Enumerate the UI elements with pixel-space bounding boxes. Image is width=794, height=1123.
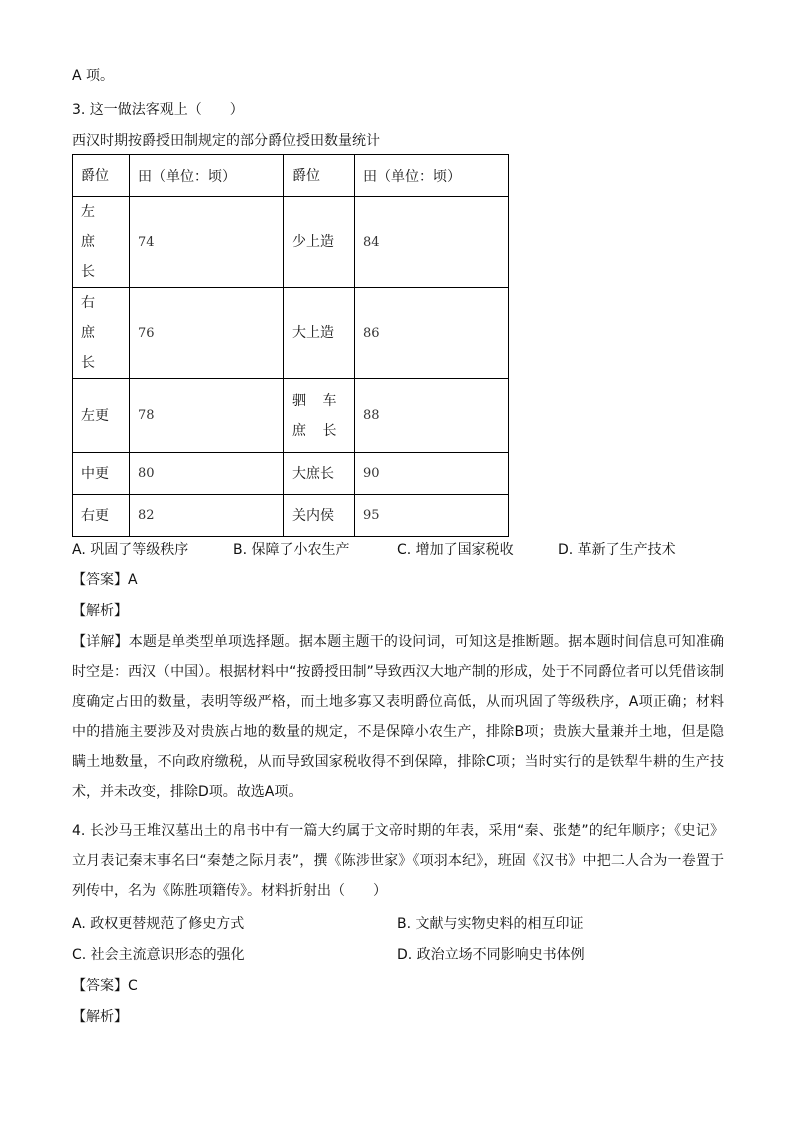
rank-cell: 右更 — [73, 495, 130, 537]
q4-option-a: A. 政权更替规范了修史方式 — [72, 916, 245, 932]
table-header-row — [73, 155, 509, 197]
table-row — [73, 453, 509, 495]
rank-cell: 左更 — [73, 379, 130, 453]
question-4-stem: 4. 长沙马王堆汉墓出土的帛书中有一篇大约属于文帝时期的年表，采用“秦、张楚”的纪年顺序；《史记》立月表记秦末事名曰“秦楚之际月表”，撰《陈涉世家》《项羽本纪》，班固《汉书》中把二人合为一卷置于列传中，名为《陈胜项籍传》。材料折射出（ ） — [72, 823, 724, 899]
header-rank-1: 爵位 — [73, 155, 130, 197]
header-field-2: 田（单位：顷） — [355, 155, 509, 197]
header-field-1: 田（单位：顷） — [130, 155, 284, 197]
q3-option-c: C. 增加了国家税收 — [397, 542, 514, 558]
q3-option-b: B. 保障了小农生产 — [233, 542, 350, 558]
q3-option-d: D. 革新了生产技术 — [558, 542, 676, 558]
table-row — [73, 197, 509, 288]
rank-cell: 驷 车 庶 长 — [284, 379, 355, 453]
q4-analysis-label: 【解析】 — [72, 1009, 128, 1025]
question-3-stem: 3. 这一做法客观上（ ） — [72, 102, 244, 118]
q4-option-b: B. 文献与实物史料的相互印证 — [397, 916, 584, 932]
previous-answer-tail: A 项。 — [72, 68, 115, 84]
field-cell: 90 — [355, 453, 509, 495]
field-cell: 84 — [355, 197, 509, 288]
rank-cell: 关内侯 — [284, 495, 355, 537]
q3-answer: 【答案】A — [72, 572, 138, 588]
q4-option-c: C. 社会主流意识形态的强化 — [72, 947, 245, 963]
field-cell: 88 — [355, 379, 509, 453]
field-cell: 74 — [130, 197, 284, 288]
q3-analysis-label: 【解析】 — [72, 603, 128, 619]
field-cell: 80 — [130, 453, 284, 495]
table-row — [73, 379, 509, 453]
rank-cell: 左 庶 长 — [73, 197, 130, 288]
rank-cell: 少上造 — [284, 197, 355, 288]
field-cell: 95 — [355, 495, 509, 537]
field-cell: 82 — [130, 495, 284, 537]
table-row — [73, 495, 509, 537]
field-cell: 78 — [130, 379, 284, 453]
field-cell: 76 — [130, 288, 284, 379]
table-caption: 西汉时期按爵授田制规定的部分爵位授田数量统计 — [72, 133, 380, 149]
rank-cell: 中更 — [73, 453, 130, 495]
table-row — [73, 288, 509, 379]
field-cell: 86 — [355, 288, 509, 379]
rank-cell: 右 庶 长 — [73, 288, 130, 379]
rank-cell: 大上造 — [284, 288, 355, 379]
rank-cell: 大庶长 — [284, 453, 355, 495]
header-rank-2: 爵位 — [284, 155, 355, 197]
rank-land-table — [72, 154, 509, 537]
q4-option-d: D. 政治立场不同影响史书体例 — [397, 947, 585, 963]
q3-option-a: A. 巩固了等级秩序 — [72, 542, 189, 558]
q4-answer: 【答案】C — [72, 978, 138, 994]
q3-detail-explanation: 【详解】本题是单类型单项选择题。据本题主题干的设问词，可知这是推断题。据本题时间信息可知准确时空是：西汉（中国）。根据材料中“按爵授田制”导致西汉大地产制的形成，处于不同爵位者可以凭借该制度确定占田的数量，表明等级严格，而土地多寡又表明爵位高低，从而巩固了等级秩序，A项正确；材料中的措施主要涉及对贵族占地的数量的规定，不是保障小农生产，排除B项；贵族大量兼并土地，但是隐瞒土地数量，不向政府缴税，从而导致国家税收得不到保障，排除C项；当时实行的是铁犁牛耕的生产技术，并未改变，排除D项。故选A项。 — [72, 634, 724, 800]
